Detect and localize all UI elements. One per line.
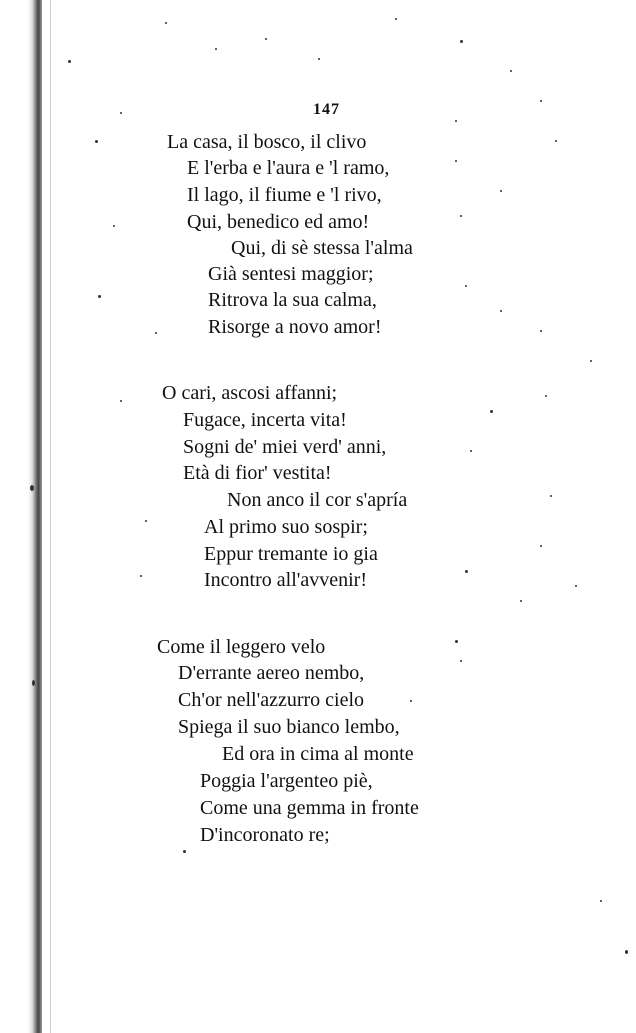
book-spine-shadow (28, 0, 42, 1033)
paper-speck (30, 485, 34, 491)
verse-line: Fugace, incerta vita! (183, 409, 347, 431)
paper-speck (155, 332, 157, 334)
verse-line: Ritrova la sua calma, (208, 289, 377, 311)
paper-speck (460, 215, 462, 217)
paper-speck (520, 600, 522, 602)
paper-speck (465, 285, 467, 287)
paper-speck (500, 190, 502, 192)
paper-speck (600, 900, 602, 902)
paper-speck (555, 140, 557, 142)
page-number: 147 (313, 101, 340, 118)
verse-line: Qui, di sè stessa l'alma (231, 237, 413, 259)
verse-line: La casa, il bosco, il clivo (167, 131, 367, 153)
verse-line: Come il leggero velo (157, 636, 326, 658)
verse-line: D'incoronato re; (200, 824, 330, 846)
verse-line: Sogni de' miei verd' anni, (183, 436, 387, 458)
paper-speck (470, 450, 472, 452)
verse-line: Al primo suo sospir; (204, 516, 368, 538)
page-gutter-line (50, 0, 51, 1033)
paper-speck (215, 48, 217, 50)
paper-speck (460, 40, 463, 43)
paper-speck (590, 360, 592, 362)
paper-speck (32, 680, 35, 686)
paper-speck (145, 520, 147, 522)
verse-line: Già sentesi maggior; (208, 263, 374, 285)
verse-line: Età di fior' vestita! (183, 462, 332, 484)
paper-speck (265, 38, 267, 40)
paper-speck (98, 295, 101, 298)
paper-speck (550, 495, 552, 497)
paper-speck (410, 700, 412, 702)
paper-speck (465, 570, 468, 573)
verse-line: D'errante aereo nembo, (178, 662, 365, 684)
paper-speck (120, 112, 122, 114)
paper-speck (165, 22, 167, 24)
paper-speck (318, 58, 320, 60)
verse-line: Ch'or nell'azzurro cielo (178, 689, 365, 711)
paper-speck (540, 330, 542, 332)
paper-speck (455, 640, 458, 643)
paper-speck (68, 60, 71, 63)
paper-speck (395, 18, 397, 20)
verse-line: Non anco il cor s'apría (227, 489, 408, 511)
paper-speck (545, 395, 547, 397)
paper-speck (113, 225, 115, 227)
paper-speck (140, 575, 142, 577)
verse-line: Il lago, il fiume e 'l rivo, (187, 184, 382, 206)
paper-speck (490, 410, 493, 413)
verse-line: Poggia l'argenteo piè, (200, 770, 373, 792)
paper-speck (575, 585, 577, 587)
verse-line: Incontro all'avvenir! (204, 569, 367, 591)
paper-speck (95, 140, 98, 143)
paper-speck (120, 400, 122, 402)
paper-speck (455, 160, 457, 162)
verse-line: Qui, benedico ed amo! (187, 211, 370, 233)
verse-line: O cari, ascosi affanni; (162, 382, 338, 404)
paper-speck (183, 850, 186, 853)
paper-speck (510, 70, 512, 72)
verse-line: Spiega il suo bianco lembo, (178, 716, 400, 738)
paper-speck (500, 310, 502, 312)
verse-line: Come una gemma in fronte (200, 797, 419, 819)
paper-speck (540, 100, 542, 102)
paper-speck (540, 545, 542, 547)
verse-line: Risorge a novo amor! (208, 316, 382, 338)
paper-speck (455, 120, 457, 122)
paper-speck (625, 950, 628, 954)
paper-speck (460, 660, 462, 662)
verse-line: Ed ora in cima al monte (222, 743, 414, 765)
verse-line: E l'erba e l'aura e 'l ramo, (187, 157, 390, 179)
verse-line: Eppur tremante io gia (204, 543, 378, 565)
